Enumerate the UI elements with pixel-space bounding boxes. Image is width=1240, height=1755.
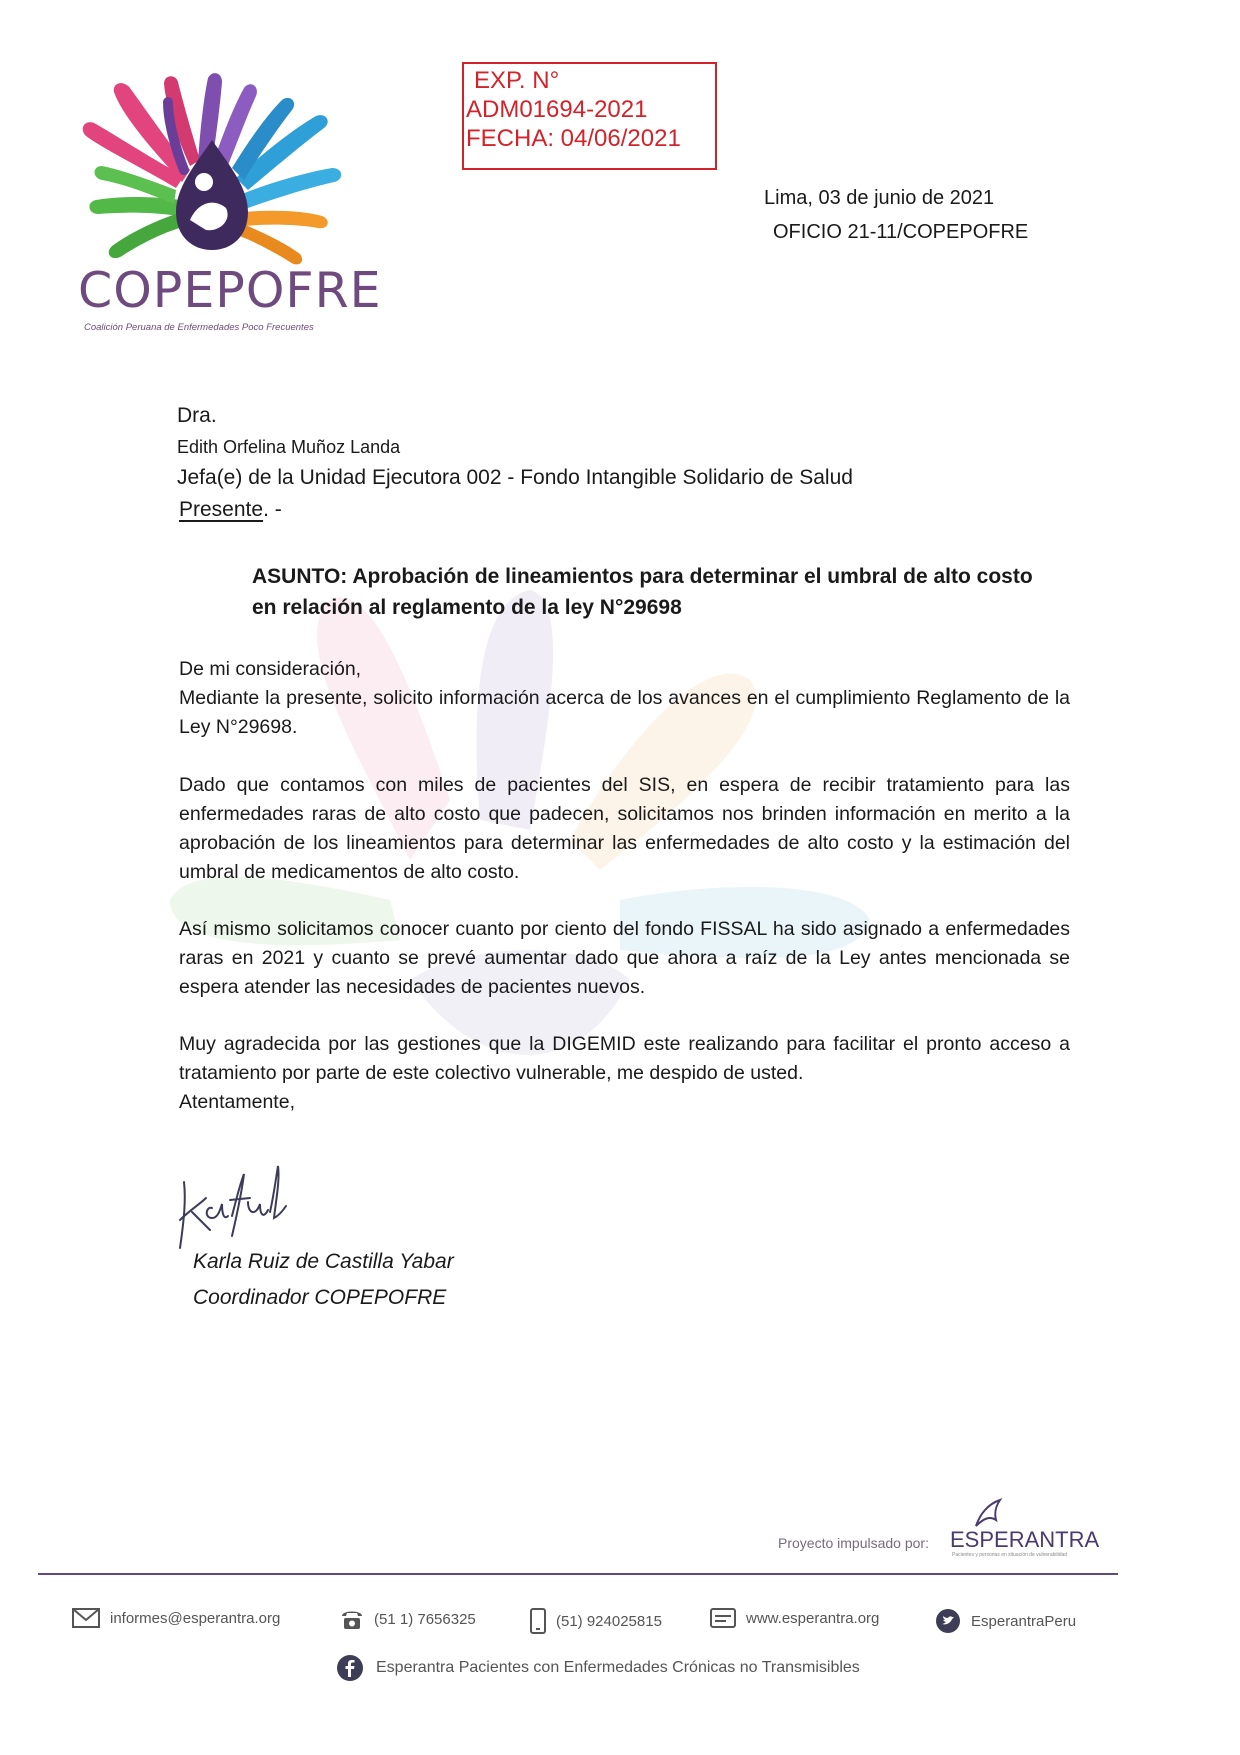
mobile-text: (51) 924025815 — [556, 1612, 662, 1630]
logo-name: COPEPOFRE — [78, 262, 382, 319]
paragraph-3: Así mismo solicitamos conocer cuanto por ciento del fondo FISSAL ha sido asignado a enfermedades raras en 2021 y cuanto se prevé aumentar dado que ahora a raíz de la Ley antes mencionada se espera atender las necesidades de pacientes nuevos. — [179, 918, 1070, 998]
sponsor-tagline: Pacientes y personas en situación de vulnerabilidad — [952, 1552, 1068, 1558]
stamp-date: FECHA: 04/06/2021 — [466, 125, 681, 152]
contact-phone[interactable] — [340, 1608, 476, 1630]
facebook-text: Esperantra Pacientes con Enfermedades Crónicas no Transmisibles — [376, 1659, 860, 1676]
contact-website[interactable] — [710, 1608, 879, 1628]
received-stamp — [462, 62, 717, 170]
twitter-icon — [935, 1608, 961, 1634]
paragraph-4: Muy agradecida por las gestiones que la DIGEMID este realizando para facilitar el pronto acceso a tratamiento por parte de este colectivo vulnerable, me despido de usted. — [179, 1033, 1070, 1084]
contact-facebook[interactable] — [336, 1654, 860, 1682]
envelope-icon — [72, 1608, 100, 1628]
contact-twitter[interactable] — [935, 1608, 1076, 1634]
phone-text: (51 1) 7656325 — [374, 1610, 476, 1628]
presente-suffix: . - — [263, 498, 282, 521]
handwritten-signature-icon — [170, 1160, 300, 1255]
paragraph-1: Mediante la presente, solicito información acerca de los avances en el cumplimiento Reglamento de la Ley N°29698. — [179, 687, 1070, 738]
hands-logo-icon — [72, 70, 362, 265]
logo-subtitle: Coalición Peruana de Enfermedades Poco Frecuentes — [84, 322, 314, 333]
letter-date: Lima, 03 de junio de 2021 — [764, 187, 995, 209]
sponsor-name: ESPERANTRA — [950, 1527, 1100, 1552]
facebook-icon — [336, 1654, 364, 1682]
oficio-number: OFICIO 21-11/COPEPOFRE — [773, 221, 1029, 243]
web-browser-icon — [710, 1608, 736, 1628]
recipient-name: Edith Orfelina Muñoz Landa — [177, 437, 401, 457]
website-text: www.esperantra.org — [746, 1609, 880, 1627]
greeting: De mi consideración, — [179, 658, 362, 680]
presente-line — [179, 498, 282, 522]
presente-word: Presente — [179, 498, 264, 521]
twitter-text: EsperantraPeru — [971, 1612, 1077, 1630]
paragraph-2: Dado que contamos con miles de pacientes del SIS, en espera de recibir tratamiento para las enfermedades raras de alto costo que padecen, solicitamos nos brinden información en merito a la aprobación de los lineamientos para determinar las enfermedades de alto costo y la estimación del umbral de medicamentos de alto costo. — [179, 774, 1070, 883]
email-text: informes@esperantra.org — [110, 1609, 281, 1627]
contact-email[interactable] — [72, 1608, 280, 1628]
recipient-title: Dra. — [177, 404, 217, 427]
subject: ASUNTO: Aprobación de lineamientos para determinar el umbral de alto costo en relación al reglamento de la ley N°29698 — [252, 565, 1033, 619]
recipient-position: Jefa(e) de la Unidad Ejecutora 002 - Fondo Intangible Solidario de Salud — [177, 466, 853, 489]
mobile-phone-icon — [530, 1608, 546, 1634]
closing: Atentamente, — [179, 1091, 295, 1113]
project-label: Proyecto impulsado por: — [778, 1535, 929, 1551]
stamp-exp-number: ADM01694-2021 — [466, 96, 648, 123]
signer-role: Coordinador COPEPOFRE — [193, 1286, 447, 1309]
contact-mobile[interactable] — [530, 1608, 662, 1634]
stamp-exp-label: EXP. N° — [474, 67, 560, 94]
telephone-icon — [340, 1608, 364, 1630]
signer-name: Karla Ruiz de Castilla Yabar — [193, 1250, 454, 1273]
footer-divider — [38, 1573, 1118, 1575]
